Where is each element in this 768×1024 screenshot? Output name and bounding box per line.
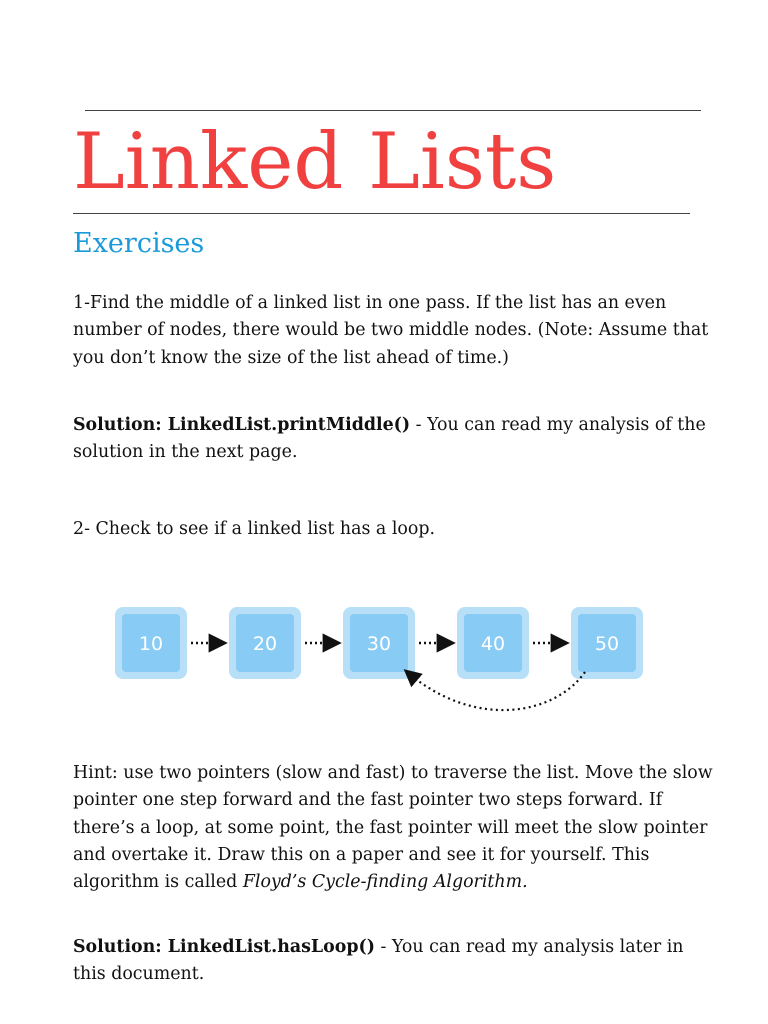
hint-paragraph <box>73 760 713 896</box>
exercise-2-solution <box>73 934 713 989</box>
list-node-30 <box>343 607 415 679</box>
list-node-10 <box>115 607 187 679</box>
page-title: Linked Lists <box>73 117 557 207</box>
list-node-20 <box>229 607 301 679</box>
node-value: 50 <box>594 633 620 655</box>
node-value: 20 <box>252 633 278 655</box>
algorithm-name: Floyd’s Cycle-finding Algorithm. <box>242 872 528 893</box>
hint-text: Hint: use two pointers (slow and fast) to traverse the list. Move the slow pointer one step forward and the fast pointer two steps forward. If there’s a loop, at some point, the fast pointer will meet the slow pointer and overtake it. Draw this on a paper and see it for yourself. This algorithm is called <box>73 763 713 893</box>
solution-2-label: Solution: LinkedList.hasLoop() <box>73 937 375 957</box>
exercise-2-text: 2- Check to see if a linked list has a loop. <box>73 519 435 539</box>
node-value: 10 <box>138 633 164 655</box>
node-value: 40 <box>480 633 506 655</box>
solution-2-rest: - You can read my analysis later in this document. <box>73 937 684 985</box>
node-value: 30 <box>366 633 392 655</box>
solution-1-label: Solution: LinkedList.printMiddle() <box>73 415 411 435</box>
section-heading: Exercises <box>73 228 205 259</box>
exercise-1-solution <box>73 412 713 467</box>
list-node-40 <box>457 607 529 679</box>
top-rule <box>85 110 701 111</box>
list-node-50 <box>571 607 643 679</box>
exercise-1-text: 1-Find the middle of a linked list in one pass. If the list has an even number of nodes, there would be two middle nodes. (Note: Assume that you don’t know the size of the list ahead of time.) <box>73 293 709 368</box>
title-rule <box>73 213 690 214</box>
solution-1-rest: - You can read my analysis of the solution in the next page. <box>73 415 706 463</box>
linked-list-loop-diagram <box>115 600 645 725</box>
